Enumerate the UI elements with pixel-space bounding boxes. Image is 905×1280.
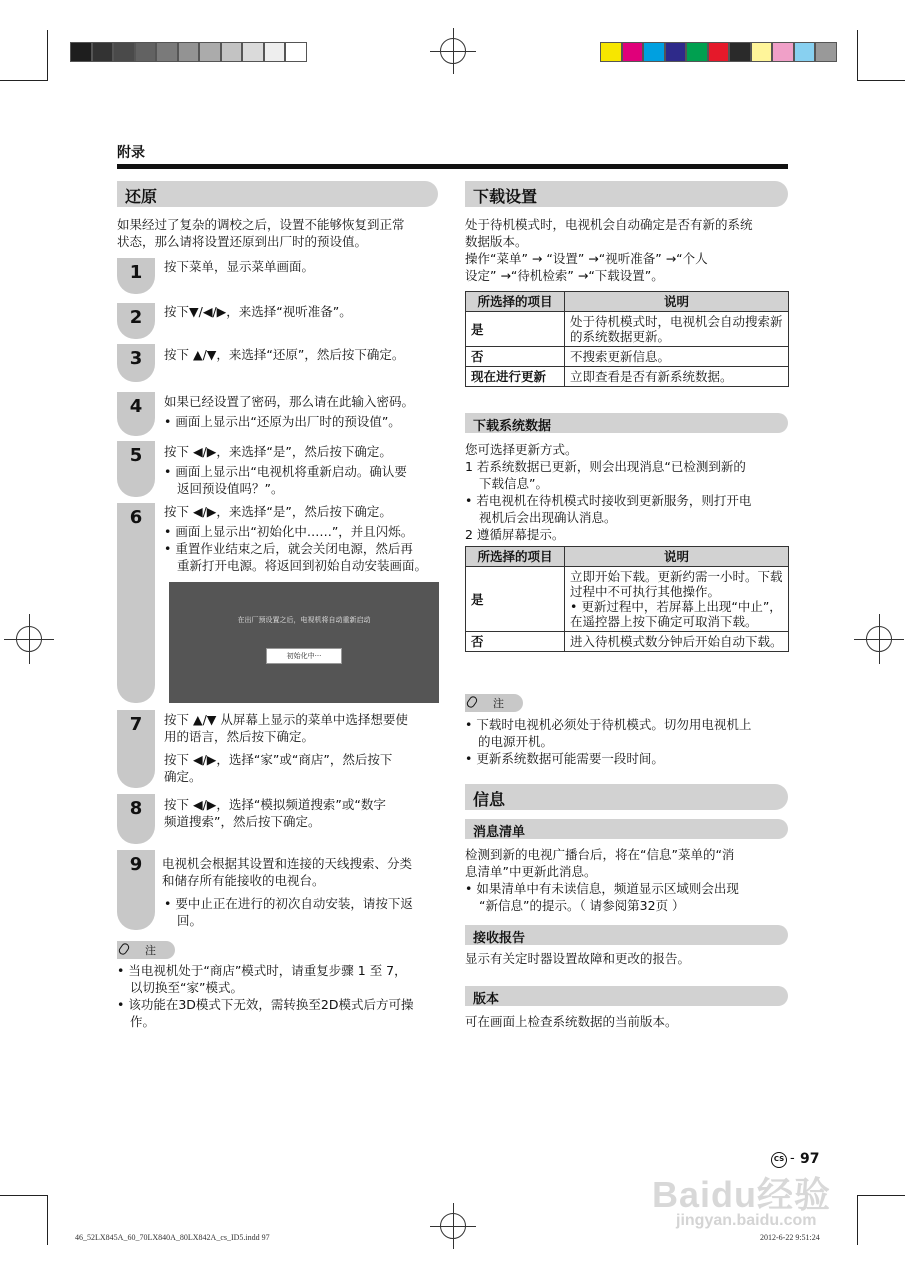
crop-mark [857,1195,858,1245]
color-swatch [794,42,816,62]
gray-swatch [113,42,135,62]
color-swatch [622,42,644,62]
step-badge: 9 [117,850,155,930]
download-intro: 处于待机模式时，电视机会自动确定是否有新的系统 数据版本。 操作“菜单” → “设置” →“视听准备” →“个人 设定” →“待机检索” →“下载设置”。 [465,217,753,283]
color-swatch [708,42,730,62]
cs-badge: CS [771,1152,787,1168]
message-list-text: 检测到新的电视广播台后，将在“信息”菜单的“消 息清单”中更新此消息。 • 如果清单中有未读信息，频道显示区域则会出现 “新信息”的提示。（ 请参阅第32页 ） [465,847,739,913]
print-date: 2012-6-22 9:51:24 [760,1233,820,1242]
crop-mark [857,80,905,81]
gray-swatch [199,42,221,62]
color-swatch [600,42,622,62]
download-settings-table: 所选择的项目 说明 是 处于待机模式时，电视机会自动搜索新的系统数据更新。 否 不搜索更新信息。 现在进行更新 立即查看是否有新系统数据。 [465,291,789,387]
color-swatch [815,42,837,62]
step-3-text: 按下 ▲/▼，来选择“还原”，然后按下确定。 [164,347,405,362]
restore-section-title: 还原 [117,181,438,207]
screen-message: 在出厂预设置之后，电视机将自动重新启动 [237,616,371,624]
note-tag: 注 [465,694,523,712]
page-dash: - [790,1151,795,1166]
step-badge: 2 [117,303,155,339]
crop-mark [857,1195,905,1196]
gray-swatch [70,42,92,62]
gray-swatch [264,42,286,62]
version-title: 版本 [465,986,788,1006]
step-badge: 3 [117,344,155,382]
version-text: 可在画面上检查系统数据的当前版本。 [465,1014,678,1029]
gray-swatch [156,42,178,62]
reception-report-text: 显示有关定时器设置故障和更改的报告。 [465,951,691,966]
gray-swatch [221,42,243,62]
info-section-title: 信息 [465,784,788,810]
crop-mark [47,1195,48,1245]
step-badge: 8 [117,794,155,844]
paperclip-icon [117,942,130,956]
watermark-url: jingyan.baidu.com [676,1212,817,1229]
step-9-text: 电视机会根据其设置和连接的天线搜索、分类 和储存所有能接收的电视台。 • 要中止正在进行的初次自动安装，请按下返 回。 [162,856,413,928]
crop-mark [0,1195,48,1196]
reception-report-title: 接收报告 [465,925,788,945]
step-badge: 4 [117,392,155,436]
update-method-table: 所选择的项目 说明 是 立即开始下载。更新约需一小时。下载过程中不可执行其他操作。 • 更新过程中，若屏幕上出现“中止”，在遥控器上按下确定可取消下载。 否 进入待机模式数分钟后开始自动下载。 [465,546,789,652]
gray-swatch [242,42,264,62]
crop-mark [47,30,48,80]
gray-swatch [178,42,200,62]
color-swatch [665,42,687,62]
download-notes: • 下载时电视机必须处于待机模式。切勿用电视机上 的电源开机。 • 更新系统数据可能需要一段时间。 [465,717,752,766]
paperclip-icon [465,695,478,709]
section-label: 附录 [117,145,145,161]
watermark-logo: Baidu经验 [652,1174,832,1215]
step-badge: 7 [117,710,155,788]
header-rule [117,164,788,169]
crop-mark [0,80,48,81]
step-badge: 1 [117,258,155,294]
color-swatch [729,42,751,62]
step-7-text: 按下 ▲/▼ 从屏幕上显示的菜单中选择想要使 用的语言，然后按下确定。 按下 ◀/▶，选择“家”或“商店”，然后按下 确定。 [164,712,408,784]
tv-screen-mockup [169,582,439,703]
restore-notes: • 当电视机处于“商店”模式时，请重复步骤 1 至 7， 以切换至“家”模式。 • 该功能在3D模式下无效，需转换至2D模式后方可操 作。 [117,963,414,1029]
color-swatch [686,42,708,62]
step-8-text: 按下 ◀/▶，选择“模拟频道搜索”或“数字 频道搜索”，然后按下确定。 [164,797,386,829]
step-badge: 6 [117,503,155,703]
color-swatch [772,42,794,62]
gray-swatch [92,42,114,62]
step-4-text: 如果已经设置了密码，那么请在此输入密码。 • 画面上显示出“还原为出厂时的预设值”。 [164,394,415,429]
gray-swatch [135,42,157,62]
crop-mark [857,30,858,80]
step-5-text: 按下 ◀/▶，来选择“是”，然后按下确定。 • 画面上显示出“电视机将重新启动。确认要 返回预设值吗？”。 [164,444,407,496]
page-number: 97 [800,1151,820,1167]
note-tag: 注 [117,941,175,959]
gray-swatch [285,42,307,62]
color-swatch [751,42,773,62]
download-system-data-title: 下载系统数据 [465,413,788,433]
message-list-title: 消息清单 [465,819,788,839]
step-badge: 5 [117,441,155,497]
step-2-text: 按下▼/◀/▶，来选择“视听准备”。 [164,304,352,319]
step-6-text: 按下 ◀/▶，来选择“是”，然后按下确定。 • 画面上显示出“初始化中……”，并且闪烁。 • 重置作业结束之后，就会关闭电源，然后再 重新打开电源。将返回到初始自动安装画面。 [164,504,428,573]
download-settings-title: 下载设置 [465,181,788,207]
color-swatch [643,42,665,62]
initializing-box: 初始化中··· [266,648,342,664]
file-info: 46_52LX845A_60_70LX840A_80LX842A_cs_ID5.indd 97 [75,1233,270,1242]
download-system-data-text: 您可选择更新方式。 1 若系统数据已更新，则会出现消息“已检测到新的 下载信息”。 • 若电视机在待机模式时接收到更新服务，则打开电 视机后会出现确认消息。 2 遵循屏幕提示。 [465,442,752,542]
restore-intro: 如果经过了复杂的调校之后，设置不能够恢复到正常 状态，那么请将设置还原到出厂时的预设值。 [117,217,405,249]
step-1-text: 按下菜单，显示菜单画面。 [164,259,315,274]
